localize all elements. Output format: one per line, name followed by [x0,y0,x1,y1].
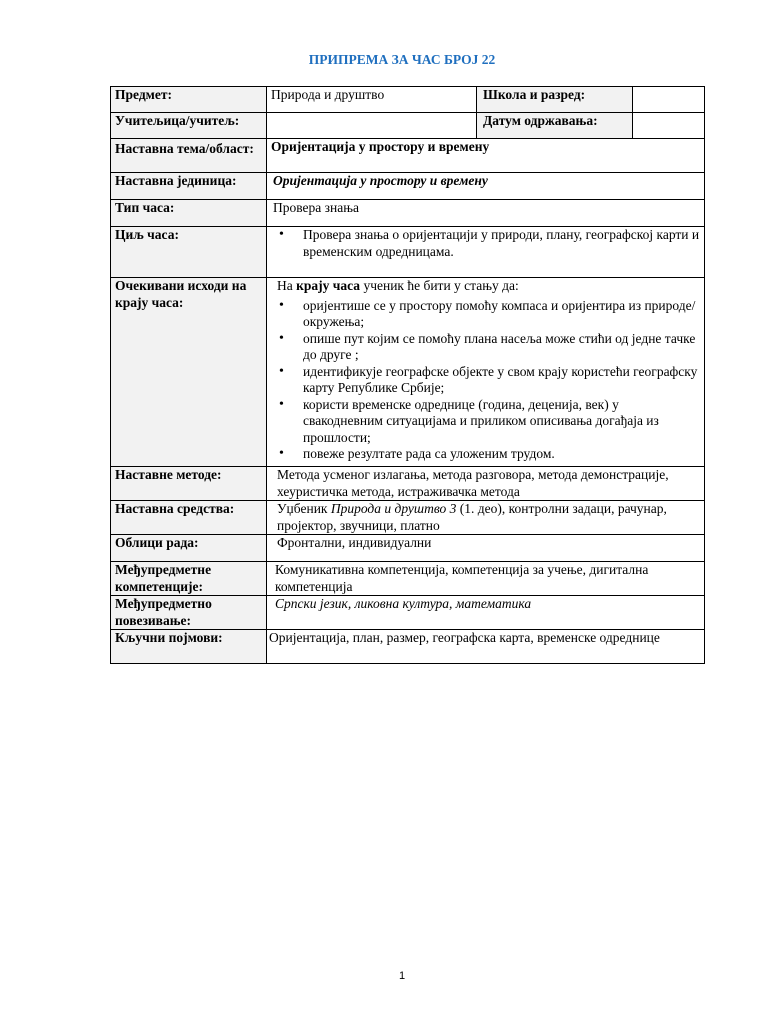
topic-label: Наставна тема/област: [111,139,267,173]
means-textbook: Природа и друштво 3 [330,501,457,516]
outcome-item: • опише пут којим се помоћу плана насеља може стићи од једне тачке до друге ; [301,331,700,364]
outcome-item: • користи временске одреднице (година, деценија, век) у свакодневним ситуацијама и приликом описивања догађаја из прошлости; [301,397,700,447]
outcomes-label: Очекивани исходи на крају часа: [111,278,267,467]
lesson-plan-table [110,86,705,664]
type-value: Провера знања [267,200,705,227]
goal-label: Циљ часа: [111,227,267,278]
row-topic [111,139,705,173]
row-unit [111,173,705,200]
row-forms [111,535,705,562]
correlation-value: Српски језик, ликовна култура, математика [267,596,705,630]
outcomes-intro [277,278,700,295]
subject-value: Природа и друштво [267,87,477,113]
keywords-value: Оријентација, план, размер, географска карта, временске одреднице [267,630,705,664]
means-prefix: Уџбеник [277,501,331,516]
row-methods [111,467,705,501]
page-number: 1 [398,970,406,982]
row-subject [111,87,705,113]
forms-label: Облици рада: [111,535,267,562]
row-outcomes [111,278,705,467]
school-value [633,87,705,113]
means-label: Наставна средства: [111,501,267,535]
date-label: Датум одржавања: [477,113,633,139]
competences-value: Комуникативна компетенција, компетенција за учење, дигитална компетенција [267,562,705,596]
document-title: ПРИПРЕМА ЗА ЧАС БРОЈ 22 [308,52,496,67]
outcome-item: • идентификује географске објекте у свом крају користећи географску карту Републике Србије; [301,364,700,397]
outcome-item: • повеже резултате рада са уложеним трудом. [301,446,700,463]
goal-list [277,227,700,260]
means-cell [267,501,705,535]
outcomes-intro-suffix: ученик ће бити у стању да: [360,278,519,293]
methods-label: Наставне методе: [111,467,267,501]
row-goal [111,227,705,278]
outcomes-intro-prefix: На [277,278,297,293]
means-suffix: (1. део), контролни задаци, рачунар, пројектор, звучници, платно [277,501,667,533]
row-correlation [111,596,705,630]
forms-value: Фронтални, индивидуални [267,535,705,562]
goal-item: • Провера знања о оријентацији у природи, плану, географској карти и временским одредницама. [301,227,700,260]
row-teacher [111,113,705,139]
unit-label: Наставна јединица: [111,173,267,200]
outcomes-intro-bold: крају часа [296,278,361,293]
correlation-label: Међупредметно повезивање: [111,596,267,630]
subject-label: Предмет: [111,87,267,113]
competences-label: Међупредметне компетенције: [111,562,267,596]
row-keywords [111,630,705,664]
school-label: Школа и разред: [477,87,633,113]
goal-cell [267,227,705,278]
row-competences [111,562,705,596]
type-label: Тип часа: [111,200,267,227]
topic-value: Оријентација у простору и времену [267,139,705,173]
outcome-item: • оријентише се у простору помоћу компаса и оријентира из природе/окружења; [301,298,700,331]
outcomes-cell [267,278,705,467]
row-means [111,501,705,535]
row-type [111,200,705,227]
keywords-label: Кључни појмови: [111,630,267,664]
teacher-value [267,113,477,139]
date-value [633,113,705,139]
methods-value: Метода усменог излагања, метода разговора, метода демонстрације, хеуристичка метода, истраживачка метода [267,467,705,501]
unit-value: Оријентација у простору и времену [267,173,705,200]
teacher-label: Учитељица/учитељ: [111,113,267,139]
outcomes-list [277,298,700,463]
